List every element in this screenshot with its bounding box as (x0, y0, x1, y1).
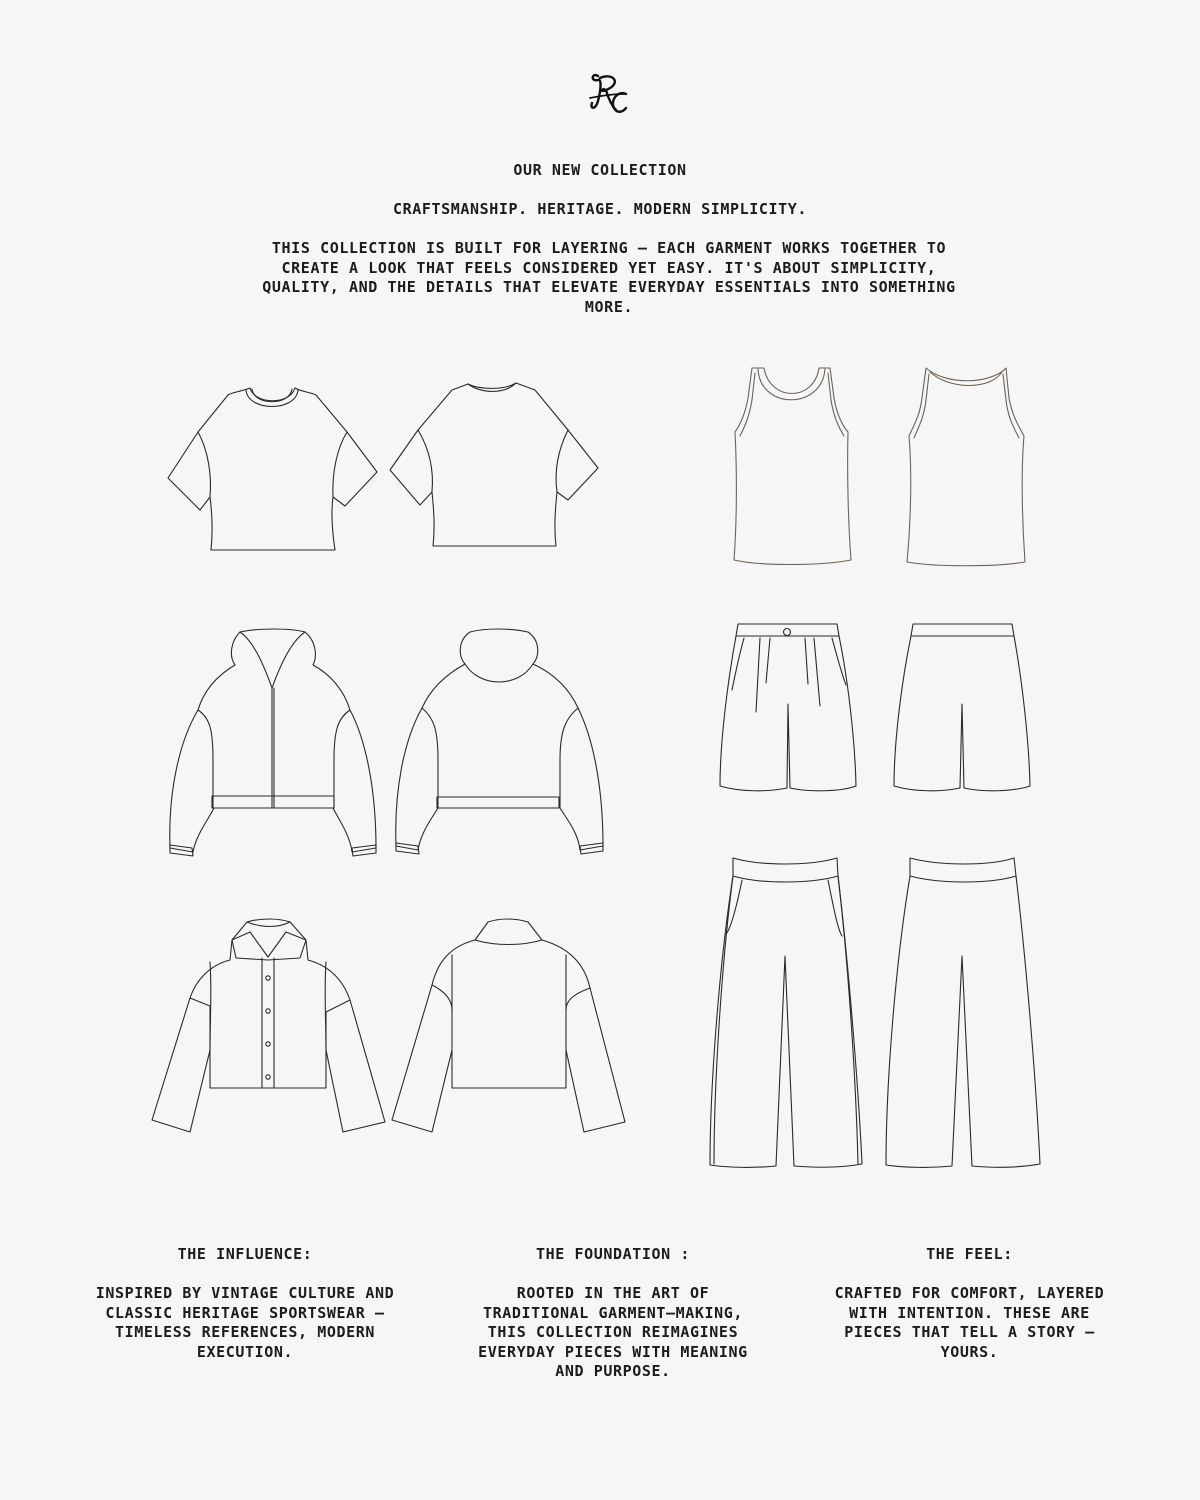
collection-intro: THIS COLLECTION IS BUILT FOR LAYERING — EACH GARMENT WORKS TOGETHER TO CREATE A LOOK THAT FEELS CONSIDERED YET EASY. IT'S ABOUT SIMPLICITY, QUALITY, AND THE DETAILS THAT ELEVATE EVERYDAY ESSENTIALS INTO SOMETHING MORE. (262, 239, 956, 316)
zip-hoodie-front-icon (160, 622, 385, 862)
feel-heading: THE FEEL: (926, 1245, 1013, 1263)
influence-column (85, 1245, 405, 1362)
tank-top-back-icon (902, 362, 1030, 572)
collection-title: OUR NEW COLLECTION (513, 161, 687, 179)
foundation-column (468, 1245, 758, 1382)
trousers-back-icon (882, 850, 1044, 1175)
tshirt-front-icon (160, 380, 385, 560)
trousers-front-icon (705, 850, 867, 1175)
tshirt-back-icon (385, 378, 605, 558)
influence-body: INSPIRED BY VINTAGE CULTURE AND CLASSIC HERITAGE SPORTSWEAR — TIMELESS REFERENCES, MODERN EXECUTION. (95, 1284, 395, 1361)
tank-top-front-icon (728, 362, 853, 572)
shorts-back-icon (890, 618, 1035, 798)
feel-column (832, 1245, 1107, 1362)
hoodie-back-icon (392, 626, 607, 858)
brand-logo (588, 70, 630, 118)
shirt-jacket-front-icon (146, 914, 390, 1139)
shirt-jacket-back-icon (388, 914, 628, 1139)
foundation-heading: THE FOUNDATION : (535, 1245, 691, 1263)
collection-tagline: CRAFTSMANSHIP. HERITAGE. MODERN SIMPLICITY. (392, 200, 808, 218)
feel-body: CRAFTED FOR COMFORT, LAYERED WITH INTENTION. THESE ARE PIECES THAT TELL A STORY — YOURS. (834, 1284, 1105, 1361)
influence-heading: THE INFLUENCE: (177, 1245, 313, 1263)
foundation-body: ROOTED IN THE ART OF TRADITIONAL GARMENT—MAKING, THIS COLLECTION REIMAGINES EVERYDAY PIECES WITH MEANING AND PURPOSE. (478, 1284, 748, 1380)
shorts-front-icon (715, 618, 860, 798)
